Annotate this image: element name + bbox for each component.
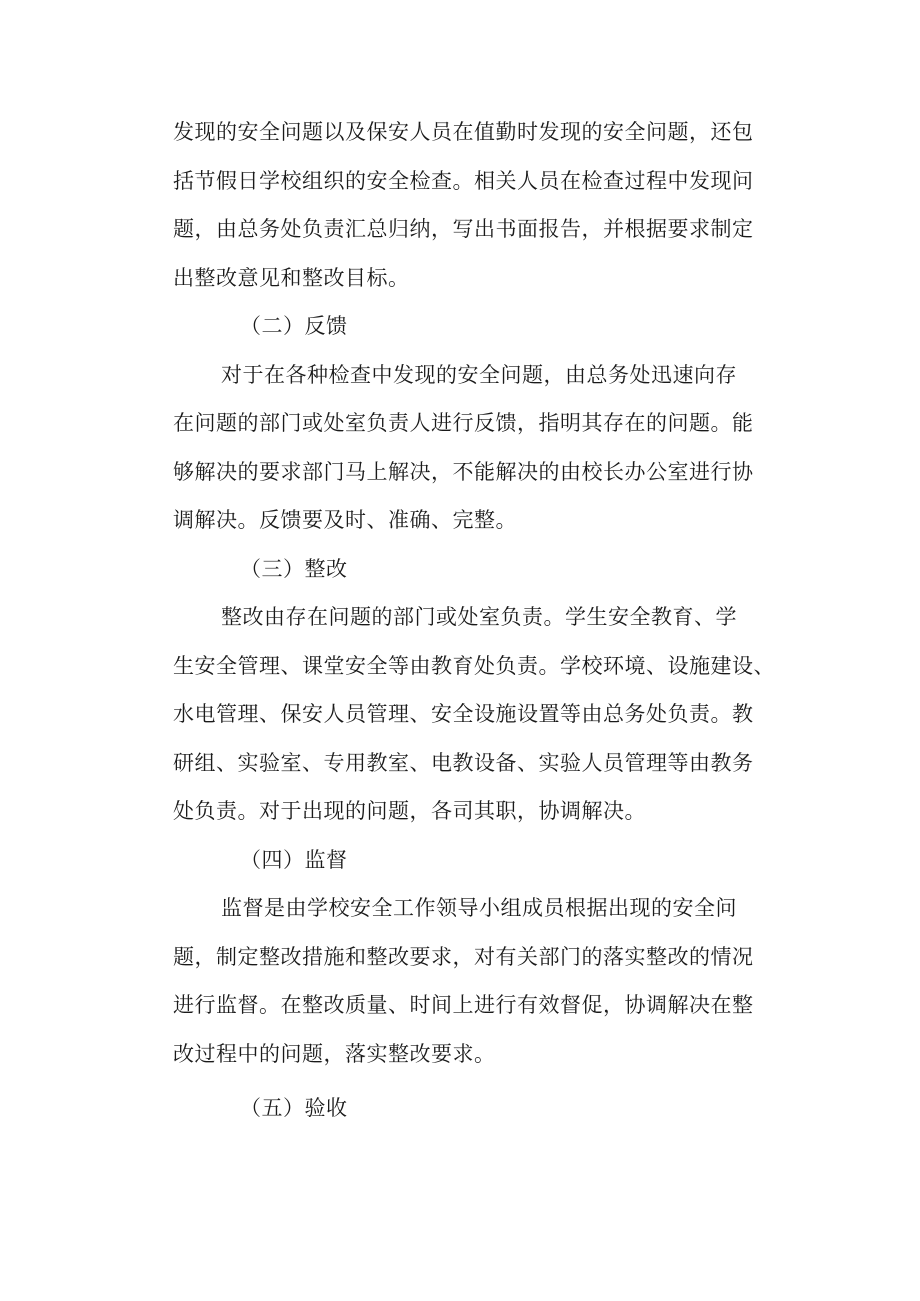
paragraph-line: 处负责。对于出现的问题，各司其职，协调解决。 xyxy=(173,799,646,823)
paragraph-line: 生安全管理、课堂安全等由教育处负责。学校环境、设施建设、 xyxy=(173,654,775,678)
section-heading-rectify: （三）整改 xyxy=(240,557,348,581)
paragraph-line: 出整改意见和整改目标。 xyxy=(173,266,410,290)
paragraph-line: 够解决的要求部门马上解决，不能解决的由校长办公室进行协 xyxy=(173,460,754,484)
paragraph-line: 括节假日学校组织的安全检查。相关人员在检查过程中发现问 xyxy=(173,169,754,193)
paragraph-line: 在问题的部门或处室负责人进行反馈，指明其存在的问题。能 xyxy=(173,411,754,435)
paragraph-line: 调解决。反馈要及时、准确、完整。 xyxy=(173,508,517,532)
section-heading-supervise: （四）监督 xyxy=(240,848,348,872)
section-heading-acceptance: （五）验收 xyxy=(240,1096,348,1120)
paragraph-line: 研组、实验室、专用教室、电教设备、实验人员管理等由教务 xyxy=(173,751,754,775)
paragraph-line: 监督是由学校安全工作领导小组成员根据出现的安全问 xyxy=(221,896,737,920)
paragraph-line: 发现的安全问题以及保安人员在值勤时发现的安全问题，还包 xyxy=(173,120,754,144)
paragraph-line: 水电管理、保安人员管理、安全设施设置等由总务处负责。教 xyxy=(173,702,754,726)
paragraph-line: 改过程中的问题，落实整改要求。 xyxy=(173,1042,496,1066)
paragraph-line: 题，制定整改措施和整改要求，对有关部门的落实整改的情况 xyxy=(173,945,754,969)
paragraph-line: 整改由存在问题的部门或处室负责。学生安全教育、学 xyxy=(221,605,737,629)
section-heading-feedback: （二）反馈 xyxy=(240,314,348,338)
paragraph-line: 对于在各种检查中发现的安全问题，由总务处迅速向存 xyxy=(221,363,737,387)
paragraph-line: 进行监督。在整改质量、时间上进行有效督促，协调解决在整 xyxy=(173,993,754,1017)
paragraph-line: 题，由总务处负责汇总归纳，写出书面报告，并根据要求制定 xyxy=(173,217,754,241)
